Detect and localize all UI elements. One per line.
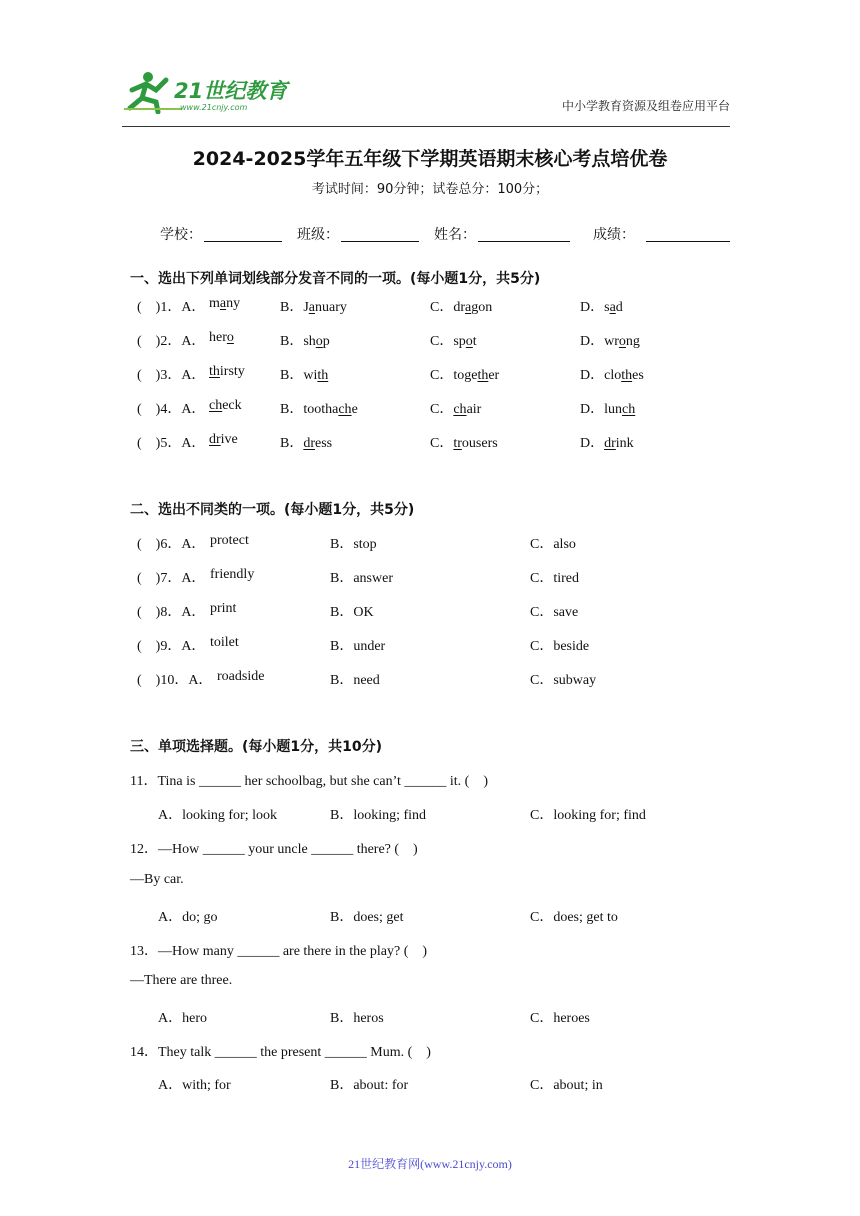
option-c: C．spot xyxy=(430,334,477,349)
question-number: ( )5．A． xyxy=(137,436,206,451)
question-number: ( )6．A． xyxy=(137,537,206,552)
class-label: 班级： xyxy=(297,227,339,243)
score-blank[interactable] xyxy=(646,241,730,242)
class-blank[interactable] xyxy=(341,241,419,242)
name-blank[interactable] xyxy=(478,241,570,242)
option-a: check xyxy=(209,398,242,413)
question-options xyxy=(0,906,860,926)
option-c: C．chair xyxy=(430,402,482,417)
option-c: C．looking for; find xyxy=(530,808,646,823)
school-field[interactable] xyxy=(160,224,202,244)
question-stem xyxy=(0,1041,860,1061)
option-b: B．with xyxy=(280,368,329,383)
option-a: roadside xyxy=(217,669,265,684)
question-number: ( )9．A． xyxy=(137,639,206,654)
option-c: C．also xyxy=(530,537,576,552)
answer-line xyxy=(0,973,860,993)
option-a: thirsty xyxy=(209,364,245,379)
question-row xyxy=(0,533,860,553)
header-divider xyxy=(122,126,730,127)
question-options xyxy=(0,804,860,824)
option-a: A．looking for; look xyxy=(158,808,277,823)
score-field[interactable] xyxy=(593,224,635,244)
svg-text:www.21cnjy.com: www.21cnjy.com xyxy=(180,103,248,112)
option-c: C．trousers xyxy=(430,436,498,451)
dialogue-reply: —By car. xyxy=(130,872,184,887)
school-label: 学校： xyxy=(160,227,202,243)
dialogue-reply: —There are three. xyxy=(130,973,233,988)
logo-runner-icon xyxy=(122,68,292,114)
question-number: ( )3．A． xyxy=(137,368,206,383)
name-label: 姓名： xyxy=(434,227,476,243)
section-title: 二、选出不同类的一项。(每小题1分，共5分) xyxy=(130,502,415,518)
question-number: ( )4．A． xyxy=(137,402,206,417)
name-field[interactable] xyxy=(434,224,476,244)
option-b: B．shop xyxy=(280,334,330,349)
question-text: 14．They talk ______ the present ______ Mum. ( ) xyxy=(130,1045,431,1060)
section-title: 三、单项选择题。(每小题1分，共10分) xyxy=(130,739,383,755)
question-row xyxy=(0,330,860,350)
question-number: ( )10．A． xyxy=(137,673,213,688)
question-number: ( )7．A． xyxy=(137,571,206,586)
option-b: B．toothache xyxy=(280,402,358,417)
option-a: protect xyxy=(210,533,249,548)
question-row xyxy=(0,296,860,316)
question-stem xyxy=(0,770,860,790)
option-b: B．heros xyxy=(330,1011,384,1026)
option-c: C．tired xyxy=(530,571,579,586)
option-d: D．drink xyxy=(580,436,634,451)
option-b: B．dress xyxy=(280,436,333,451)
option-a: A．do; go xyxy=(158,910,218,925)
question-row xyxy=(0,567,860,587)
option-c: C．about; in xyxy=(530,1078,603,1093)
question-row xyxy=(0,398,860,418)
svg-text:21世纪教育: 21世纪教育 xyxy=(174,79,288,103)
question-number: ( )8．A． xyxy=(137,605,206,620)
option-a: toilet xyxy=(210,635,239,650)
section-title: 一、选出下列单词划线部分发音不同的一项。(每小题1分，共5分) xyxy=(130,271,541,287)
option-b: B．January xyxy=(280,300,347,315)
page-title: 2024-2025学年五年级下学期英语期末核心考点培优卷 xyxy=(192,148,668,170)
option-a: print xyxy=(210,601,237,616)
question-number: ( )1．A． xyxy=(137,300,206,315)
option-c: C．subway xyxy=(530,673,597,688)
option-d: D．wrong xyxy=(580,334,640,349)
option-c: C．dragon xyxy=(430,300,493,315)
footer-link[interactable]: 21世纪教育网(www.21cnjy.com) xyxy=(348,1157,512,1171)
platform-name: 中小学教育资源及组卷应用平台 xyxy=(561,99,730,113)
question-stem xyxy=(0,940,860,960)
option-a: friendly xyxy=(210,567,255,582)
option-b: B．under xyxy=(330,639,386,654)
question-text: 11．Tina is ______ her schoolbag, but she can’t ______ it. ( ) xyxy=(130,774,489,789)
question-row xyxy=(0,669,860,689)
option-c: C．does; get to xyxy=(530,910,618,925)
exam-info: 考试时间：90分钟；试卷总分：100分； xyxy=(311,182,549,197)
question-row xyxy=(0,432,860,452)
option-a: A．hero xyxy=(158,1011,207,1026)
school-blank[interactable] xyxy=(204,241,282,242)
option-b: B．about: for xyxy=(330,1078,409,1093)
answer-line xyxy=(0,872,860,892)
option-a: hero xyxy=(209,330,234,345)
option-a: drive xyxy=(209,432,238,447)
option-a: A．with; for xyxy=(158,1078,231,1093)
question-stem xyxy=(0,838,860,858)
option-d: D．sad xyxy=(580,300,623,315)
class-field[interactable] xyxy=(297,224,339,244)
logo xyxy=(122,68,292,114)
option-c: C．save xyxy=(530,605,579,620)
score-label: 成绩： xyxy=(593,227,635,243)
option-c: C．beside xyxy=(530,639,590,654)
question-row xyxy=(0,635,860,655)
question-options xyxy=(0,1007,860,1027)
option-c: C．together xyxy=(430,368,500,383)
question-number: ( )2．A． xyxy=(137,334,206,349)
question-text: 12．—How ______ your uncle ______ there? ( ) xyxy=(130,842,418,857)
option-b: B．does; get xyxy=(330,910,404,925)
option-b: B．looking; find xyxy=(330,808,427,823)
option-b: B．stop xyxy=(330,537,377,552)
option-d: D．clothes xyxy=(580,368,644,383)
question-row xyxy=(0,601,860,621)
question-options xyxy=(0,1074,860,1094)
question-row xyxy=(0,364,860,384)
option-b: B．OK xyxy=(330,605,374,620)
option-b: B．answer xyxy=(330,571,393,586)
option-b: B．need xyxy=(330,673,380,688)
option-c: C．heroes xyxy=(530,1011,590,1026)
option-a: many xyxy=(209,296,241,311)
option-d: D．lunch xyxy=(580,402,636,417)
question-text: 13．—How many ______ are there in the play? ( ) xyxy=(130,944,428,959)
